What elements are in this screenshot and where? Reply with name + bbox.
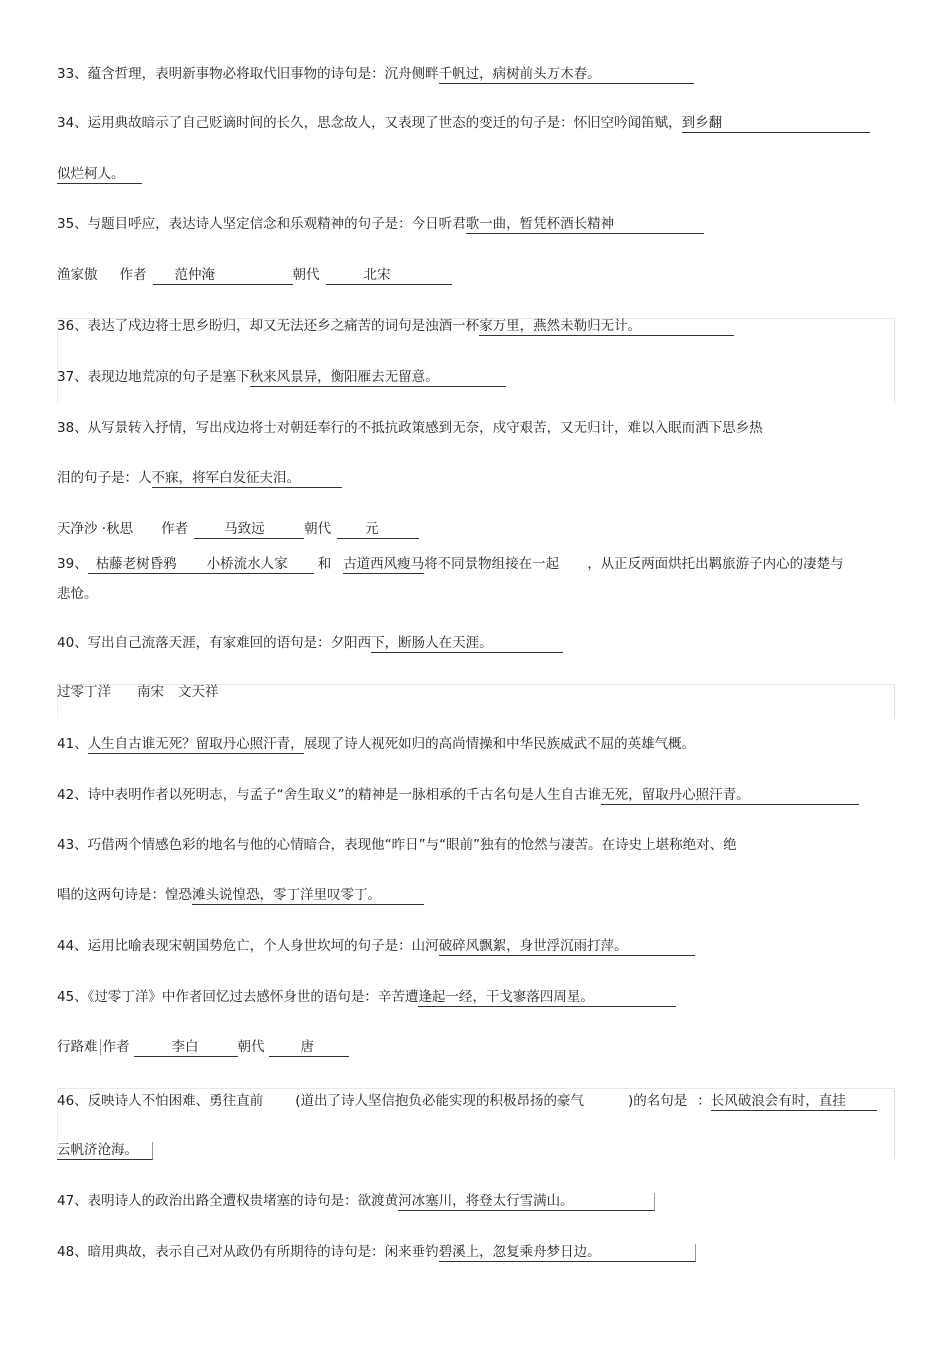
- question-number: 46: [57, 1093, 75, 1109]
- poem-header-1: [57, 266, 452, 285]
- question-text: 唱的这两句诗是：惶恐: [57, 887, 192, 903]
- question-text: 、运用典故暗示了自己贬谪时间的长久，思念故人，又表现了世态的变迁的句子是：怀旧空吟闻笛赋，: [74, 115, 682, 131]
- answer-blank: [57, 1142, 153, 1160]
- dynasty-blank: [326, 267, 452, 285]
- question-46: 46、反映诗人不怕困难、勇往直前 (道出了诗人坚信抱负必能实现的积极昂扬的豪气 )的名句是 ：长风破浪会有时，直挂: [57, 1092, 877, 1111]
- question-38-cont: [57, 469, 342, 488]
- question-text: 悲怆。: [57, 586, 98, 602]
- question-text: 、表现边地荒凉的句子是塞下: [74, 369, 250, 385]
- answer-text: 枯藤老树昏鸦: [95, 556, 177, 572]
- poem-title: 行路难: [57, 1039, 101, 1055]
- dynasty-label: 朝代: [292, 267, 320, 283]
- question-text: 、蕴含哲理，表明新事物必将取代旧事物的诗句是：沉舟侧畔: [74, 66, 439, 82]
- poem-header-2: [57, 520, 419, 539]
- question-text: )的名句是: [627, 1093, 688, 1109]
- answer-text: 秋来风景异，衡阳雁去无留意。: [249, 369, 439, 385]
- author-name: 李白: [171, 1039, 199, 1055]
- poem-title: 渔家傲: [57, 267, 98, 283]
- dynasty-name: 南宋: [137, 684, 164, 700]
- question-40: [57, 634, 563, 653]
- dynasty-name: 北宋: [363, 267, 391, 283]
- answer-text: 千帆过，病树前头万木春。: [438, 66, 601, 82]
- author-blank: [194, 521, 304, 539]
- author-name: 文天祥: [178, 684, 219, 700]
- author-label: 作者: [161, 521, 189, 537]
- answer-blank: [418, 989, 676, 1007]
- answer-text: 不寐，将军白发征夫泪。: [151, 470, 300, 486]
- poem-title: 天净沙 ·秋思: [57, 521, 134, 537]
- question-number: 35: [57, 216, 75, 232]
- dynasty-label: 朝代: [304, 521, 332, 537]
- question-text: 、表明诗人的政治出路全遭权贵堵塞的诗句是：欲渡黄: [74, 1193, 399, 1209]
- answer-text: 云帆济沧海。: [57, 1142, 138, 1158]
- answer-text: 逢起一经，干戈寥落四周星。: [418, 989, 594, 1005]
- answer-text: 下，断肠人在天涯。: [371, 635, 493, 651]
- question-48: [57, 1243, 696, 1262]
- answer-text: 似烂柯人。: [57, 166, 125, 182]
- question-text: 、写出自己流落天涯，有家难回的语句是：夕阳西: [74, 635, 372, 651]
- question-number: 36: [57, 318, 75, 334]
- dynasty-label: 朝代: [237, 1039, 265, 1055]
- answer-text: 古道西风瘦马: [343, 556, 425, 572]
- answer-blank: [88, 556, 314, 574]
- question-39: 39、 枯藤老树昏鸦 小桥流水人家 和 古道西风瘦马将不同景物组接在一起 ，从正反两面烘托出羁旅游子内心的凄楚与: [57, 556, 844, 572]
- question-text: 、诗中表明作者以死明志，与孟子“舍生取义”的精神是一脉相承的千古名句是人生自古谁: [74, 787, 602, 803]
- question-text: 、暗用典故，表示自己对从政仍有所期待的诗句是：闲来垂钓: [74, 1244, 439, 1260]
- answer-blank: [343, 556, 424, 574]
- answer-blank: [711, 1093, 877, 1111]
- question-37: [57, 368, 506, 387]
- question-text: 、反映诗人不怕困难、勇往直前: [74, 1093, 264, 1109]
- question-42: [57, 786, 859, 805]
- author-name: 范仲淹: [174, 267, 215, 283]
- answer-text: 家万里，燕然未勒归无计。: [479, 318, 642, 334]
- answer-blank: [398, 1193, 655, 1211]
- question-39-cont: [57, 585, 98, 603]
- question-number: 39: [57, 556, 75, 572]
- answer-blank: [152, 470, 342, 488]
- answer-text: 歌一曲，暂凭杯酒长精神: [465, 216, 615, 232]
- question-45: [57, 988, 676, 1007]
- answer-text: 破碎风飘絮，身世浮沉雨打萍。: [438, 938, 628, 954]
- answer-blank: [250, 369, 506, 387]
- question-text: 将不同景物组接在一起: [424, 556, 560, 572]
- question-number: 44: [57, 938, 75, 954]
- question-number: 41: [57, 736, 75, 752]
- poem-header-4: [57, 1038, 349, 1057]
- question-41: 41、人生自古谁无死？留取丹心照汗青，展现了诗人视死如归的高尚情操和中华民族威武不屈的英雄气概。: [57, 736, 696, 752]
- question-text: 、巧借两个情感色彩的地名与他的心情暗合，表现他“昨日”与“眼前”独有的怆然与凄苦。在诗史上堪称绝对、绝: [74, 837, 737, 853]
- answer-blank: [371, 635, 563, 653]
- author-name: 马致远: [224, 521, 265, 537]
- answer-blank: [439, 1244, 696, 1262]
- question-text: ，从正反两面烘托出羁旅游子内心的凄楚与: [587, 556, 844, 572]
- answer-blank: [439, 66, 694, 84]
- question-text: 、运用比喻表现宋朝国势危亡，个人身世坎坷的句子是：山河: [74, 938, 439, 954]
- question-number: 43: [57, 837, 75, 853]
- poem-title: 过零丁洋: [57, 684, 111, 700]
- question-number: 40: [57, 635, 75, 651]
- question-text: 展现了诗人视死如归的高尚情操和中华民族威武不屈的英雄气概。: [303, 736, 696, 752]
- question-43: [57, 836, 737, 854]
- answer-text: 小桥流水人家: [206, 556, 288, 572]
- author-label: 作者: [119, 267, 147, 283]
- question-number: 48: [57, 1244, 75, 1260]
- question-text: 、《过零丁洋》中作者回忆过去感怀身世的语句是：辛苦遭: [74, 989, 419, 1005]
- dynasty-name: 元: [365, 521, 379, 537]
- answer-blank: [601, 787, 859, 805]
- question-34: [57, 114, 870, 133]
- answer-blank: [682, 115, 870, 133]
- question-38: [57, 419, 763, 437]
- answer-text: 无死，留取丹心照汗青。: [601, 787, 750, 803]
- question-text: 、表达了戍边将士思乡盼归，却又无法还乡之痛苦的词句是浊酒一杯: [74, 318, 480, 334]
- dynasty-blank: [337, 521, 419, 539]
- answer-text: 滩头说惶恐，零丁洋里叹零丁。: [192, 887, 381, 903]
- question-35: [57, 215, 704, 234]
- dynasty-name: 唐: [300, 1039, 314, 1055]
- question-44: [57, 937, 695, 956]
- question-43-cont: [57, 886, 424, 905]
- dynasty-blank: [269, 1039, 349, 1057]
- answer-blank: [57, 166, 142, 184]
- author-blank: [153, 267, 293, 285]
- question-text: 泪的句子是：人: [57, 470, 152, 486]
- question-number: 45: [57, 989, 75, 1005]
- answer-blank: [479, 318, 734, 336]
- poem-header-3: [57, 683, 219, 701]
- question-46-cont: [57, 1141, 153, 1160]
- author-blank: [134, 1039, 238, 1057]
- question-number: 38: [57, 420, 75, 436]
- question-47: [57, 1192, 655, 1211]
- question-34-cont: [57, 165, 142, 184]
- question-number: 42: [57, 787, 75, 803]
- question-number: 37: [57, 369, 75, 385]
- answer-blank: [192, 887, 424, 905]
- answer-text: 碧溪上，忽复乘舟梦日边。: [438, 1244, 601, 1260]
- answer-text: 长风破浪会有时，直挂: [710, 1093, 846, 1109]
- question-number: 34: [57, 115, 75, 131]
- question-33: [57, 65, 694, 84]
- question-number: 33: [57, 66, 75, 82]
- question-text: 、与题目呼应，表达诗人坚定信念和乐观精神的句子是：今日听君: [74, 216, 466, 232]
- author-label: 作者: [102, 1039, 130, 1055]
- answer-blank: [439, 938, 695, 956]
- answer-text: 到乡翻: [681, 115, 723, 131]
- answer-blank: [88, 736, 304, 754]
- question-text: 、从写景转入抒情，写出戍边将士对朝廷奉行的不抵抗政策感到无奈，戍守艰苦，又无归计，难以入眠而洒下思乡热: [74, 420, 763, 436]
- answer-text: 河冰塞川，将登太行雪满山。: [398, 1193, 574, 1209]
- question-36: [57, 317, 734, 336]
- answer-blank: [466, 216, 704, 234]
- answer-text: 人生自古谁无死？留取丹心照汗青，: [87, 736, 304, 752]
- question-number: 47: [57, 1193, 75, 1209]
- question-text: (道出了诗人坚信抱负必能实现的积极昂扬的豪气: [295, 1093, 584, 1109]
